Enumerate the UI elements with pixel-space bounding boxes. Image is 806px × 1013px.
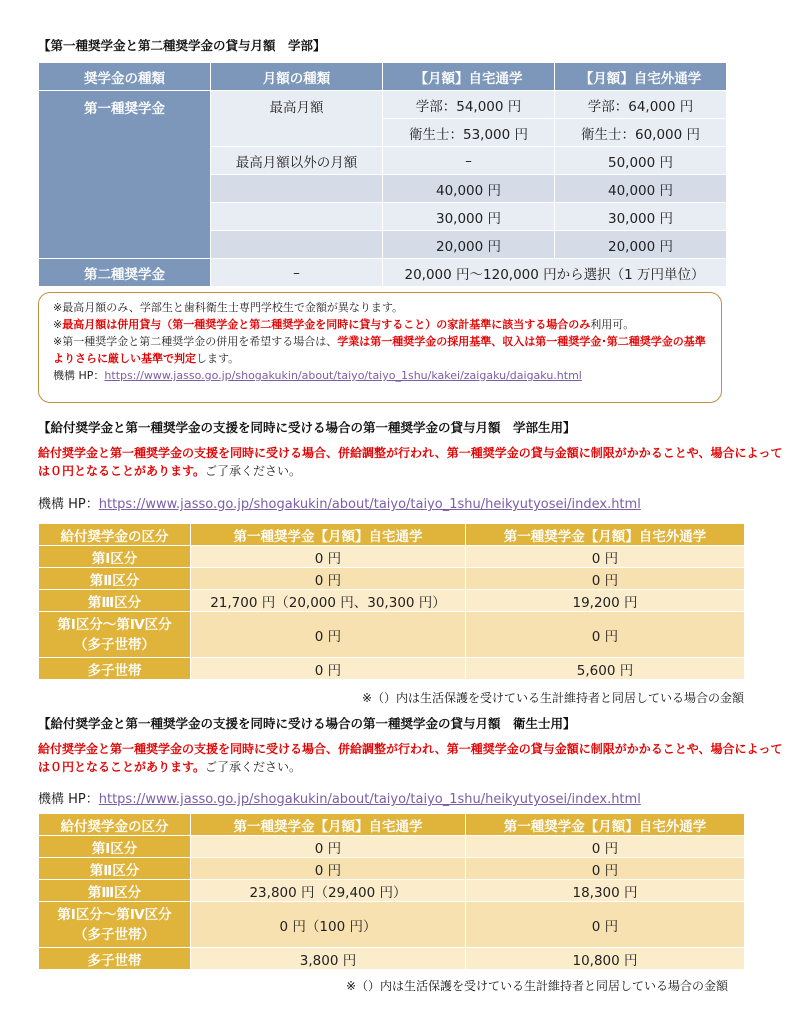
table-cell	[211, 231, 383, 259]
row-category: 多子世帯	[39, 948, 191, 970]
table-header-row	[39, 524, 745, 546]
table-cell: 10,800 円	[466, 948, 745, 970]
col-header-home: 第一種奨学金【月額】自宅通学	[191, 814, 466, 836]
table-cell: –	[383, 147, 555, 175]
table-row	[39, 858, 745, 880]
undergrad-loan-table	[38, 523, 745, 680]
row-category: 多子世帯	[39, 658, 191, 680]
table-cell: 40,000 円	[383, 175, 555, 203]
section1-title: 【第一種奨学金と第二種奨学金の貸与月額 学部】	[38, 38, 326, 53]
table-header-row	[39, 63, 727, 91]
table-cell: 23,800 円（29,400 円）	[191, 880, 466, 902]
table-cell: 0 円	[191, 658, 466, 680]
other-monthly-label: 最高月額以外の月額	[211, 147, 383, 175]
loan-amount-table	[38, 62, 727, 287]
row-category: 第Ⅱ区分	[39, 568, 191, 590]
col-header-type: 月額の種類	[211, 63, 383, 91]
table-row	[39, 546, 745, 568]
table-cell: 18,300 円	[466, 880, 745, 902]
col-header-away: 第一種奨学金【月額】自宅外通学	[466, 814, 745, 836]
col-header-home: 第一種奨学金【月額】自宅通学	[191, 524, 466, 546]
table-cell: 19,200 円	[466, 590, 745, 612]
max-monthly-label: 最高月額	[211, 91, 383, 147]
hp-line: 機構 HP：https://www.jasso.go.jp/shogakukin/about/taiyo/taiyo_1shu/heikyutyosei/index.html	[38, 792, 641, 807]
table-cell: 3,800 円	[191, 948, 466, 970]
table-cell: 0 円	[466, 568, 745, 590]
hp-line: 機構 HP：https://www.jasso.go.jp/shogakukin/about/taiyo/taiyo_1shu/heikyutyosei/index.html	[38, 497, 641, 512]
table-cell: 0 円	[466, 546, 745, 568]
second-kind-type: –	[211, 259, 383, 287]
col-header-away: 【月額】自宅外通学	[555, 63, 727, 91]
max-away-undergrad: 学部：64,000 円	[555, 91, 727, 119]
table-row	[39, 948, 745, 970]
table-cell: 0 円	[466, 902, 745, 948]
section2-title: 【給付奨学金と第一種奨学金の支援を同時に受ける場合の第一種奨学金の貸与月額 学部生用】	[38, 420, 576, 435]
table-row	[39, 836, 745, 858]
table-row	[39, 259, 727, 287]
note-hp: 機構 HP：https://www.jasso.go.jp/shogakukin/about/taiyo/taiyo_1shu/kakei/zaigaku/daigaku.html	[53, 369, 582, 382]
jasso-link[interactable]: https://www.jasso.go.jp/shogakukin/about/taiyo/taiyo_1shu/kakei/zaigaku/daigaku.html	[104, 369, 582, 382]
table-row	[39, 658, 745, 680]
max-away-hygienist: 衛生士：60,000 円	[555, 119, 727, 147]
warning-text: 給付奨学金と第一種奨学金の支援を同時に受ける場合、併給調整が行われ、第一種奨学金の貸与金額に制限がかかることや、場合によっては０円となることがあります。ご了承ください。	[38, 446, 783, 478]
table-row	[39, 568, 745, 590]
table-cell: 0 円	[191, 858, 466, 880]
table-cell	[211, 203, 383, 231]
col-header-home: 【月額】自宅通学	[383, 63, 555, 91]
table-row	[39, 880, 745, 902]
hygienist-loan-table	[38, 813, 745, 970]
col-header-away: 第一種奨学金【月額】自宅外通学	[466, 524, 745, 546]
row-category: 第Ⅲ区分	[39, 590, 191, 612]
col-header-kind: 奨学金の種類	[39, 63, 211, 91]
row-category: 第Ⅰ区分	[39, 546, 191, 568]
table-cell: 21,700 円（20,000 円、30,300 円）	[191, 590, 466, 612]
table-cell: 0 円	[191, 836, 466, 858]
col-header-category: 給付奨学金の区分	[39, 814, 191, 836]
table-row	[39, 590, 745, 612]
row-category: 第Ⅱ区分	[39, 858, 191, 880]
second-kind-amount: 20,000 円～120,000 円から選択（1 万円単位）	[383, 259, 727, 287]
note-line: ※最高月額は併用貸与（第一種奨学金と第二種奨学金を同時に貸与すること）の家計基準に該当する場合のみ利用可。	[53, 318, 635, 331]
table-cell: 0 円	[191, 568, 466, 590]
warning-text: 給付奨学金と第一種奨学金の支援を同時に受ける場合、併給調整が行われ、第一種奨学金の貸与金額に制限がかかることや、場合によっては０円となることがあります。ご了承ください。	[38, 742, 783, 774]
table-cell: 0 円	[191, 546, 466, 568]
table-cell: 5,600 円	[466, 658, 745, 680]
table-row	[39, 91, 727, 119]
table-cell: 0 円	[191, 612, 466, 658]
row-category: 第Ⅰ区分～第Ⅳ区分 （多子世帯）	[39, 902, 191, 948]
table-row	[39, 612, 745, 658]
footnote: ※（）内は生活保護を受けている生計維持者と同居している場合の金額	[345, 979, 728, 993]
table-cell	[211, 175, 383, 203]
row-category: 第Ⅲ区分	[39, 880, 191, 902]
max-home-undergrad: 学部：54,000 円	[383, 91, 555, 119]
row-category: 第Ⅰ区分	[39, 836, 191, 858]
note-line: ※最高月額のみ、学部生と歯科衛生士専門学校生で金額が異なります。	[53, 301, 403, 314]
table-cell: 40,000 円	[555, 175, 727, 203]
table-cell: 0 円	[466, 858, 745, 880]
second-kind-label: 第二種奨学金	[39, 259, 211, 287]
jasso-link[interactable]: https://www.jasso.go.jp/shogakukin/about/taiyo/taiyo_1shu/heikyutyosei/index.html	[98, 792, 641, 807]
col-header-category: 給付奨学金の区分	[39, 524, 191, 546]
table-cell: 30,000 円	[555, 203, 727, 231]
table-cell: 30,000 円	[383, 203, 555, 231]
table-cell: 0 円（100 円）	[191, 902, 466, 948]
jasso-link[interactable]: https://www.jasso.go.jp/shogakukin/about/taiyo/taiyo_1shu/heikyutyosei/index.html	[98, 497, 641, 512]
table-row	[39, 902, 745, 948]
max-home-hygienist: 衛生士：53,000 円	[383, 119, 555, 147]
note-line: ※第一種奨学金と第二種奨学金の併用を希望する場合は、学業は第一種奨学金の採用基準、収入は第一種奨学金･第二種奨学金の基準よりさらに厳しい基準で判定します。	[53, 335, 706, 365]
notes-box	[38, 292, 722, 403]
table-cell: 0 円	[466, 836, 745, 858]
table-header-row	[39, 814, 745, 836]
table-cell: 20,000 円	[555, 231, 727, 259]
footnote: ※（）内は生活保護を受けている生計維持者と同居している場合の金額	[361, 691, 744, 705]
row-category: 第Ⅰ区分～第Ⅳ区分 （多子世帯）	[39, 612, 191, 658]
section3-title: 【給付奨学金と第一種奨学金の支援を同時に受ける場合の第一種奨学金の貸与月額 衛生士用】	[38, 716, 576, 731]
table-cell: 20,000 円	[383, 231, 555, 259]
first-kind-label: 第一種奨学金	[39, 91, 211, 259]
table-cell: 50,000 円	[555, 147, 727, 175]
table-cell: 0 円	[466, 612, 745, 658]
